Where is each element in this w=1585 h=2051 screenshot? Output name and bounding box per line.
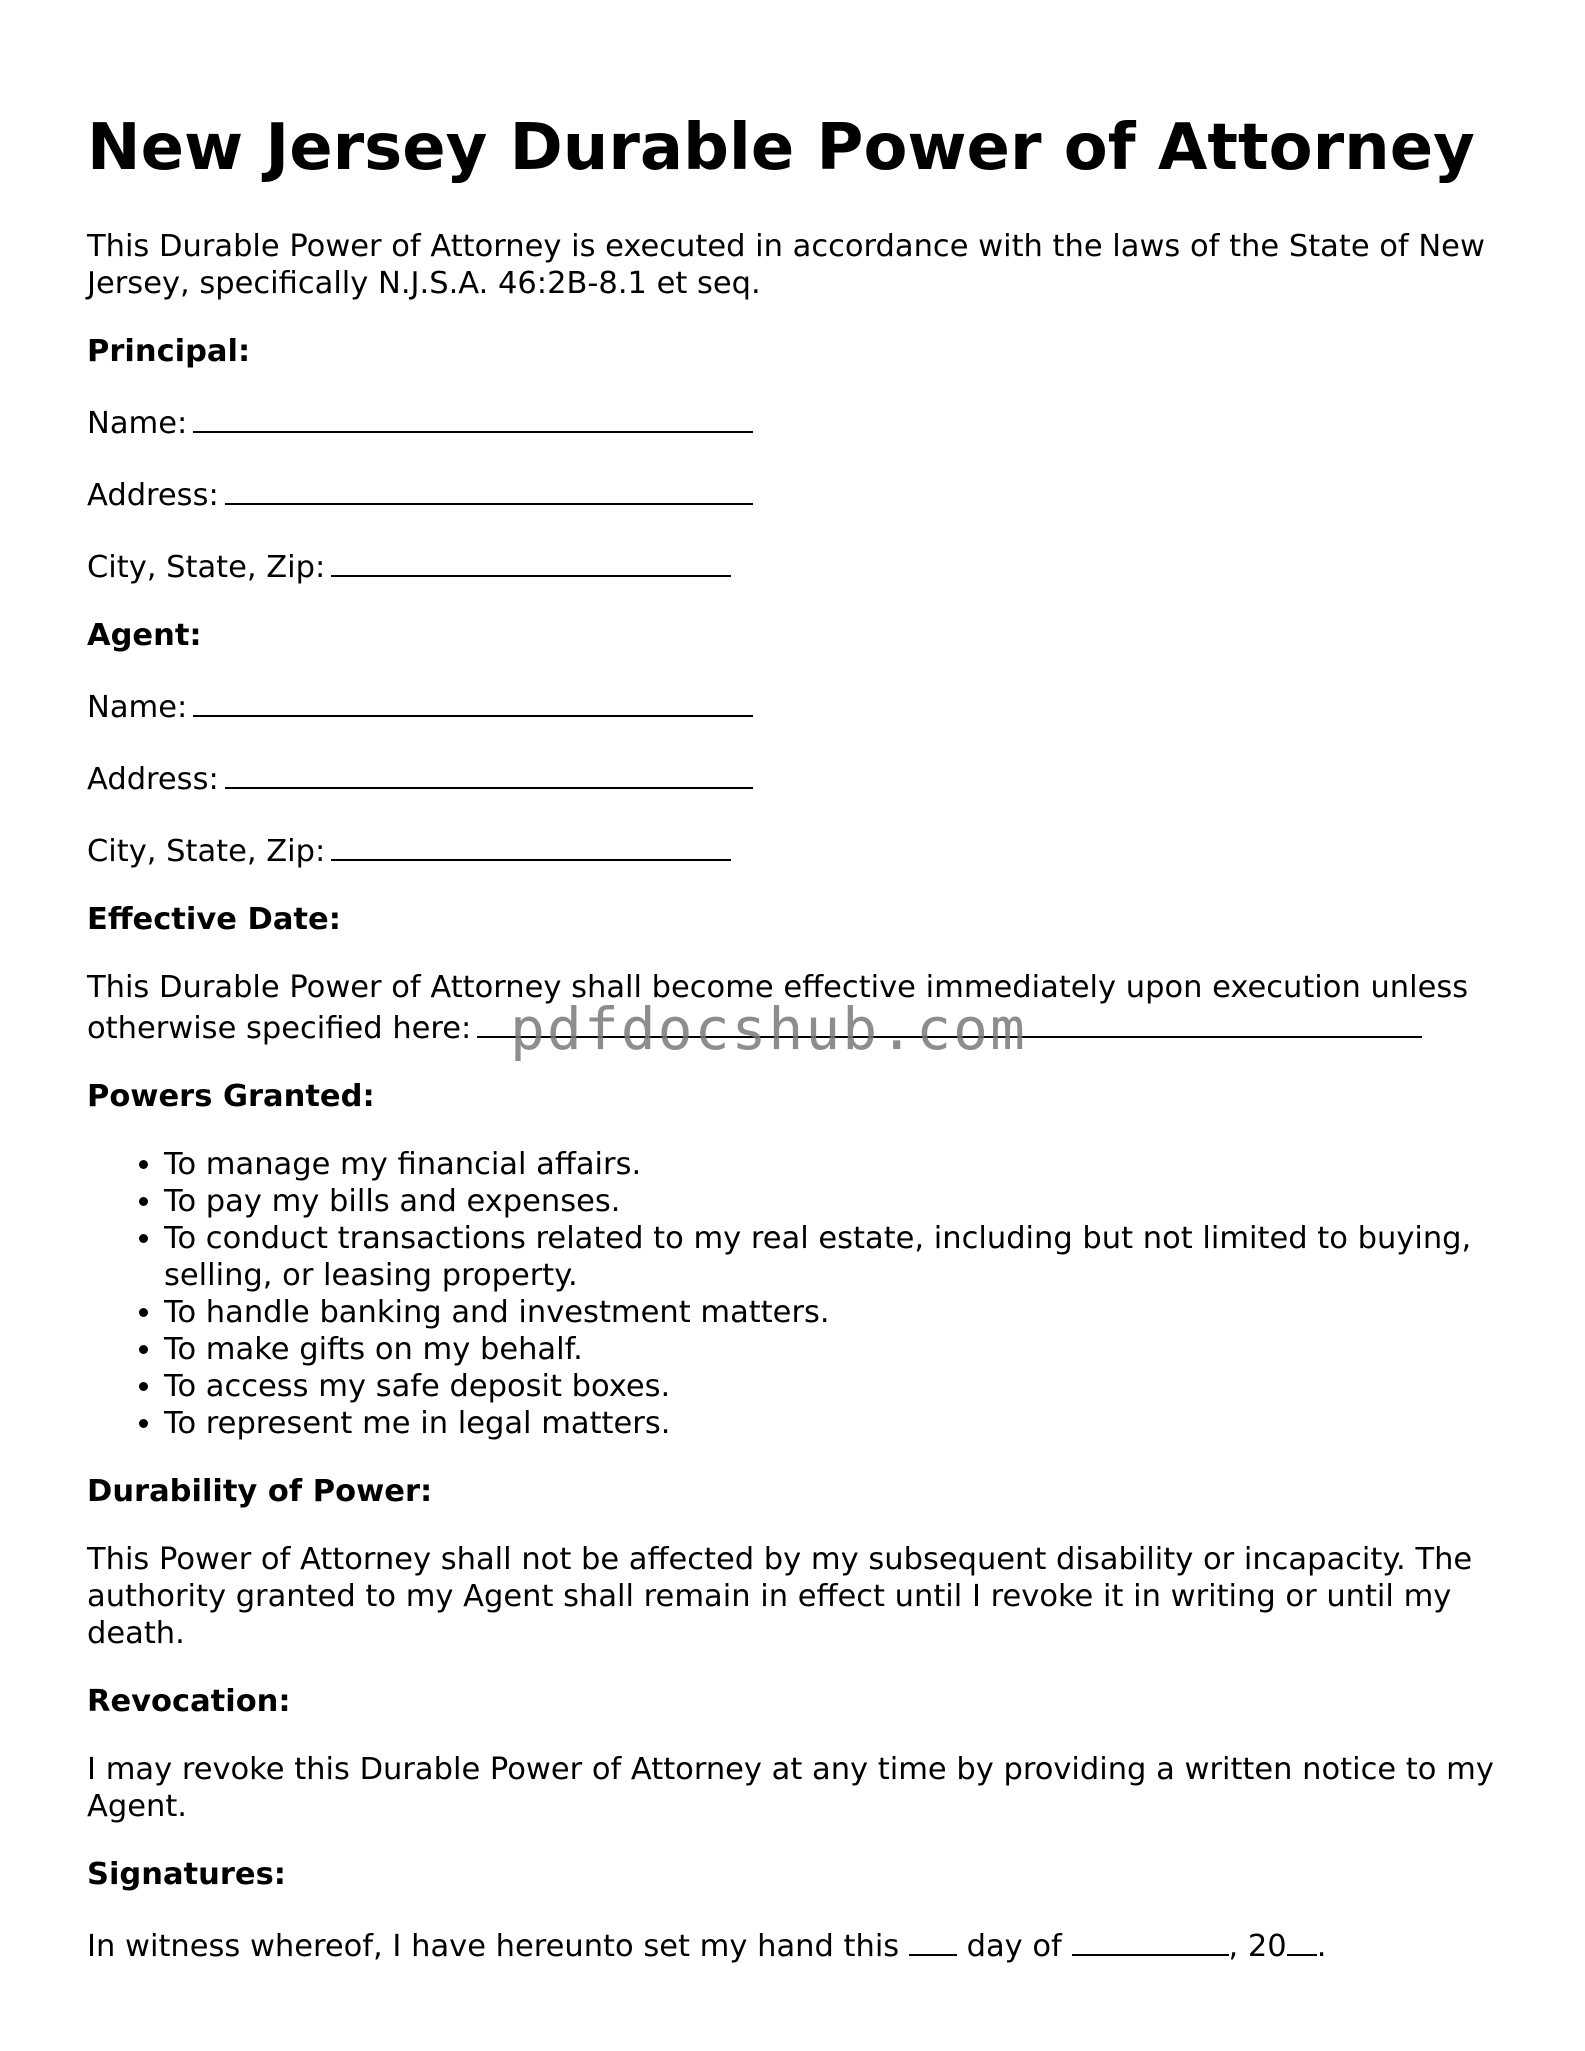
principal-city-field [87,545,1507,586]
agent-name-field [87,685,1507,726]
principal-name-label: Name: [87,406,188,441]
effective-date-text: This Durable Power of Attorney shall become effective immediately upon execution unless otherwise specified here: [87,970,1469,1046]
principal-name-blank[interactable] [193,401,753,433]
revocation-paragraph: I may revoke this Durable Power of Attorney at any time by providing a written notice to my Agent. [87,1752,1494,1824]
agent-address-blank[interactable] [225,757,753,789]
document-title: New Jersey Durable Power of Attorney [87,111,1475,185]
signatures-text-day: day of [966,1929,1062,1964]
agent-city-blank[interactable] [331,829,731,861]
principal-address-label: Address: [87,478,219,513]
signatures-heading: Signatures: [87,1857,286,1892]
principal-address-field [87,473,1507,514]
signatures-text-year: , 20 [1228,1929,1287,1964]
durability-heading: Durability of Power: [87,1474,433,1509]
agent-address-field [87,757,1507,798]
revocation-heading: Revocation: [87,1684,291,1719]
agent-name-blank[interactable] [193,685,753,717]
powers-list-item: • To manage my financial affairs. [164,1146,1507,1183]
principal-city-blank[interactable] [331,545,731,577]
agent-city-label: City, State, Zip: [87,834,326,869]
agent-heading: Agent: [87,618,202,653]
powers-list-item: • To pay my bills and expenses. [164,1183,1507,1220]
powers-list-item: • To represent me in legal matters. [164,1405,1507,1442]
effective-date-heading: Effective Date: [87,902,341,937]
powers-list-item: • To access my safe deposit boxes. [164,1368,1507,1405]
signature-month-blank[interactable] [1072,1924,1229,1956]
signature-year-blank[interactable] [1287,1924,1317,1956]
powers-list-item: • To handle banking and investment matters. [164,1294,1507,1331]
signatures-paragraph [87,1924,1507,1965]
powers-list [87,1146,1507,1442]
signatures-text-start: In witness whereof, I have hereunto set my hand this [87,1929,900,1964]
intro-paragraph: This Durable Power of Attorney is executed in accordance with the laws of the State of New Jersey, specifically N.J.S.A. 46:2B-8.1 et seq. [87,229,1485,301]
powers-heading: Powers Granted: [87,1079,375,1114]
principal-address-blank[interactable] [225,473,753,505]
durability-paragraph: This Power of Attorney shall not be affected by my subsequent disability or incapacity. The authority granted to my Agent shall remain in effect until I revoke it in writing or until my death. [87,1542,1473,1651]
signature-day-blank[interactable] [909,1924,957,1956]
watermark-text: pdfdocshub.com [510,995,1027,1063]
agent-city-field [87,829,1507,870]
principal-name-field [87,401,1507,442]
document-body [87,228,1507,1996]
agent-name-label: Name: [87,690,188,725]
powers-list-item: • To make gifts on my behalf. [164,1331,1507,1368]
agent-address-label: Address: [87,762,219,797]
principal-city-label: City, State, Zip: [87,550,326,585]
principal-heading: Principal: [87,334,251,369]
signatures-text-end: . [1316,1929,1327,1964]
powers-list-item: • To conduct transactions related to my real estate, including but not limited to buying, selling, or leasing property. [164,1220,1507,1294]
